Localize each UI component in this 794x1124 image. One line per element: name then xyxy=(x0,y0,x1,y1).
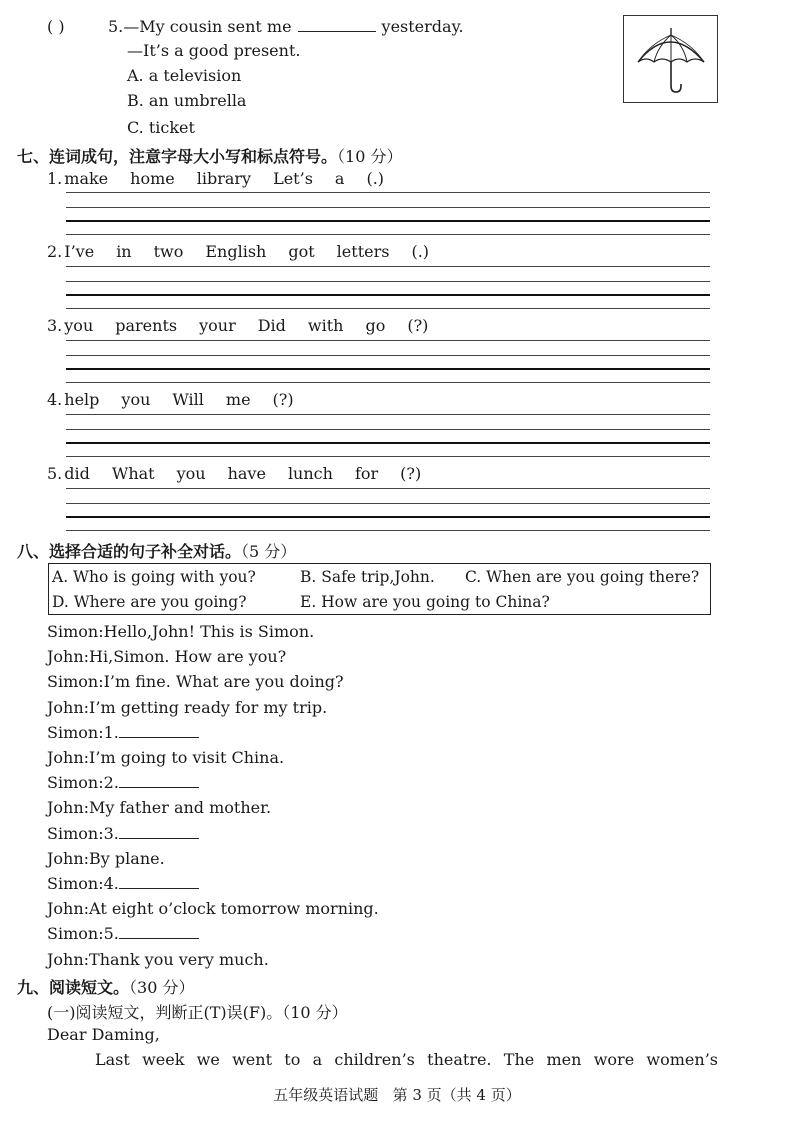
writing-line[interactable] xyxy=(66,429,710,430)
answer-blank[interactable] xyxy=(119,723,199,738)
dialogue-line xyxy=(47,773,199,792)
word: (?) xyxy=(400,464,422,483)
word: with xyxy=(307,316,344,335)
page-footer: 五年级英语试题 第 3 页（共 4 页） xyxy=(273,1086,521,1104)
dialogue-line xyxy=(47,924,199,943)
section9-heading xyxy=(17,975,194,998)
writing-line[interactable] xyxy=(66,382,710,383)
speaker: John: xyxy=(47,949,90,969)
word: Will xyxy=(172,390,204,409)
q5-line1-start: —My cousin sent me xyxy=(123,17,292,36)
s7-item-1-num: 1. xyxy=(47,169,63,188)
word: (.) xyxy=(366,169,385,188)
s7-item-3-num: 3. xyxy=(47,316,63,335)
line-text: Hello,John! This is Simon. xyxy=(103,622,315,641)
q5-number: 5. xyxy=(108,17,124,36)
line-text: I’m getting ready for my trip. xyxy=(89,697,328,717)
section7-score: （10 分） xyxy=(337,147,403,166)
word: did xyxy=(64,464,90,483)
writing-line[interactable] xyxy=(66,234,710,235)
word: your xyxy=(199,316,236,335)
s7-item-4-num: 4. xyxy=(47,390,63,409)
blank-number: 1. xyxy=(103,722,119,742)
writing-line[interactable] xyxy=(66,355,710,356)
word: Let’s xyxy=(273,169,313,188)
word: a xyxy=(334,169,345,188)
speaker: Simon: xyxy=(47,874,104,893)
speaker: Simon: xyxy=(47,722,104,742)
writing-line[interactable] xyxy=(66,308,710,309)
line-text: My father and mother. xyxy=(89,798,272,818)
q5-option-a: A. a television xyxy=(127,66,242,85)
word: What xyxy=(111,464,155,483)
writing-baseline[interactable] xyxy=(66,516,710,518)
speaker: John: xyxy=(47,899,90,919)
word: home xyxy=(130,169,175,188)
speaker: John: xyxy=(47,848,90,868)
q5-line1-end: yesterday. xyxy=(381,17,464,36)
letter-salutation: Dear Daming, xyxy=(47,1025,160,1044)
word: you xyxy=(64,316,94,335)
dialogue-line xyxy=(47,647,286,666)
speaker: John: xyxy=(47,748,90,767)
writing-line[interactable] xyxy=(66,456,710,457)
section9-title: 九、阅读短文。 xyxy=(17,978,130,997)
word: (.) xyxy=(411,242,430,261)
line-text: Hi,Simon. How are you? xyxy=(89,647,287,667)
writing-line[interactable] xyxy=(66,266,710,267)
dialogue-line xyxy=(47,748,284,767)
s7-item-1 xyxy=(47,169,406,188)
umbrella-icon xyxy=(624,16,717,102)
word: have xyxy=(227,464,266,483)
writing-line[interactable] xyxy=(66,340,710,341)
writing-line[interactable] xyxy=(66,503,710,504)
word: for xyxy=(354,464,379,483)
dialogue-line xyxy=(47,622,314,641)
blank-number: 2. xyxy=(103,773,119,793)
section7-heading xyxy=(17,144,402,167)
q5-line1 xyxy=(108,17,464,36)
umbrella-picture xyxy=(623,15,718,103)
writing-line[interactable] xyxy=(66,192,710,193)
dialogue-line xyxy=(47,798,271,817)
writing-line[interactable] xyxy=(66,281,710,282)
section8-title: 八、选择合适的句子补全对话。 xyxy=(17,542,242,561)
speaker: Simon: xyxy=(47,622,104,641)
section9-subtitle: (一)阅读短文，判断正(T)误(F)。（10 分） xyxy=(47,1003,348,1022)
word: help xyxy=(64,390,100,409)
word: Did xyxy=(257,316,286,335)
blank-number: 5. xyxy=(103,924,119,944)
q5-paren: ( ) xyxy=(47,17,65,36)
word: library xyxy=(196,169,252,188)
line-text: By plane. xyxy=(89,848,165,868)
s8-option-a: A. Who is going with you? xyxy=(52,568,256,586)
s7-item-3 xyxy=(47,316,450,335)
word: you xyxy=(121,390,151,409)
s8-option-c: C. When are you going there? xyxy=(465,568,700,586)
speaker: Simon: xyxy=(47,924,104,944)
dialogue-line xyxy=(47,849,165,868)
word: (?) xyxy=(407,316,429,335)
blank-number: 3. xyxy=(103,823,119,843)
dialogue-line xyxy=(47,723,199,742)
writing-line[interactable] xyxy=(66,530,710,531)
word: go xyxy=(365,316,386,335)
line-text: Thank you very much. xyxy=(89,949,269,969)
speaker: John: xyxy=(47,798,90,818)
s7-item-2 xyxy=(47,242,451,261)
word: make xyxy=(64,169,109,188)
speaker: John: xyxy=(47,697,90,717)
writing-baseline[interactable] xyxy=(66,368,710,370)
writing-baseline[interactable] xyxy=(66,442,710,444)
s8-option-d: D. Where are you going? xyxy=(52,593,247,611)
line-text: I’m fine. What are you doing? xyxy=(103,672,344,692)
section8-options-box xyxy=(48,563,711,615)
writing-line[interactable] xyxy=(66,207,710,208)
dialogue-line xyxy=(47,899,379,918)
word: two xyxy=(153,242,184,261)
dialogue-line xyxy=(47,698,327,717)
dialogue-line xyxy=(47,672,344,691)
word: you xyxy=(176,464,206,483)
speaker: Simon: xyxy=(47,773,104,793)
speaker: Simon: xyxy=(47,672,104,692)
s7-item-5-num: 5. xyxy=(47,464,63,483)
word: letters xyxy=(336,242,390,261)
q5-line2: —It’s a good present. xyxy=(127,41,301,60)
writing-line[interactable] xyxy=(66,488,710,489)
s7-item-4 xyxy=(47,390,316,409)
word: (?) xyxy=(272,390,294,409)
q5-answer-blank[interactable] xyxy=(298,17,376,32)
dialogue-line xyxy=(47,950,269,969)
speaker: John: xyxy=(47,647,90,667)
q5-option-c: C. ticket xyxy=(127,118,195,137)
s7-item-2-num: 2. xyxy=(47,242,63,261)
writing-line[interactable] xyxy=(66,414,710,415)
s8-option-b: B. Safe trip,John. xyxy=(300,568,435,586)
dialogue-line xyxy=(47,824,199,843)
dialogue-line xyxy=(47,874,199,893)
letter-body: Last week we went to a children’s theatre. The men wore women’s xyxy=(95,1050,718,1069)
q5-option-b: B. an umbrella xyxy=(127,91,247,110)
blank-number: 4. xyxy=(103,874,119,893)
answer-blank[interactable] xyxy=(119,924,199,939)
section8-score: （5 分） xyxy=(241,542,297,561)
answer-blank[interactable] xyxy=(119,824,199,839)
word: got xyxy=(288,242,315,261)
word: I’ve xyxy=(64,242,95,261)
word: lunch xyxy=(287,464,333,483)
s8-option-e: E. How are you going to China? xyxy=(300,593,550,611)
s7-item-5 xyxy=(47,464,443,483)
section9-score: （30 分） xyxy=(129,978,195,997)
word: English xyxy=(205,242,267,261)
line-text: I’m going to visit China. xyxy=(89,748,285,767)
word: in xyxy=(116,242,132,261)
writing-baseline[interactable] xyxy=(66,220,710,222)
section7-title: 七、连词成句，注意字母大小写和标点符号。 xyxy=(17,147,338,166)
answer-blank[interactable] xyxy=(119,773,199,788)
answer-blank[interactable] xyxy=(119,874,199,889)
writing-baseline[interactable] xyxy=(66,294,710,296)
line-text: At eight o’clock tomorrow morning. xyxy=(89,899,379,919)
speaker: Simon: xyxy=(47,823,104,843)
word: parents xyxy=(115,316,178,335)
section8-heading xyxy=(17,539,296,562)
word: me xyxy=(225,390,251,409)
